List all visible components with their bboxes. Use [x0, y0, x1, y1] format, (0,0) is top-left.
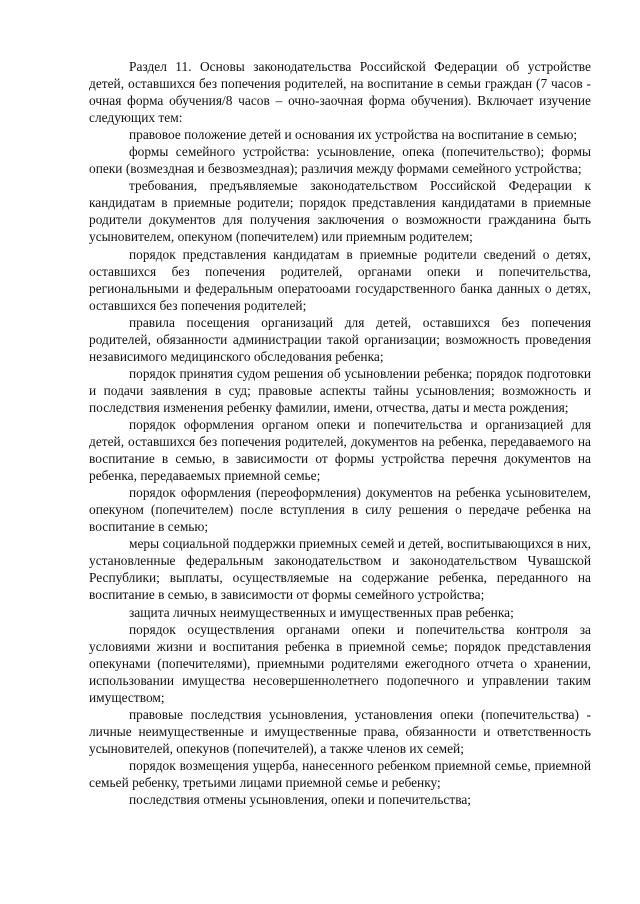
- topic-paragraph: формы семейного устройства: усыновление, опека (попечительство); формы опеки (возмездная и безвозмездная); различия между формами семейного устройства;: [89, 144, 591, 177]
- topic-paragraph: последствия отмены усыновления, опеки и попечительства;: [129, 792, 472, 808]
- topic-paragraph: порядок возмещения ущерба, нанесенного ребенком приемной семье, приемной семьей ребенку, третьими лицами приемной семье и ребенку;: [89, 757, 591, 790]
- topic-paragraph: порядок принятия судом решения об усыновлении ребенка; порядок подготовки и подачи заявления в суд; правовые аспекты тайны усыновления; возможность и последствия изменения ребенку фамилии, имени, отчества, даты и места рождения;: [89, 365, 591, 415]
- topic-paragraph: порядок осуществления органами опеки и попечительства контроля за условиями жизни и воспитания ребенка в приемной семье; порядок представления опекунами (попечителями), приемными родителями ежегодного отчета о хранении, использовании имущества несовершеннолетнего подопечного и управлении таким имуществом;: [89, 621, 591, 705]
- topic-paragraph: правовые последствия усыновления, установления опеки (попечительства) - личные неимущественные и имущественные права, обязанности и ответственность усыновителей, опекунов (попечителей), а также членов их семей;: [89, 706, 591, 756]
- topic-paragraph: правила посещения организаций для детей, оставшихся без попечения родителей, обязанности администрации такой организации; возможность проведения независимого медицинского обследования ребенка;: [89, 314, 591, 364]
- topic-paragraph: меры социальной поддержки приемных семей и детей, воспитывающихся в них, установленные федеральным законодательством и законодательством Чувашской Республики; выплаты, осуществляемые на содержание ребенка, переданного на воспитание в семью, в зависимости от формы семейного устройства;: [89, 536, 591, 603]
- topic-paragraph: порядок оформления (переоформления) документов на ребенка усыновителем, опекуном (попечителем) после вступления в силу решения о передаче ребенка на воспитание в семью;: [89, 485, 591, 535]
- topic-paragraph: порядок оформления органом опеки и попечительства и организацией для детей, оставшихся без попечения родителей, документов на ребенка, передаваемого на воспитание в семью, в зависимости от формы устройства перечня документов на ребенка, передаваемых приемной семье;: [89, 416, 591, 484]
- topic-paragraph: правовое положение детей и основания их устройства на воспитание в семью;: [129, 127, 578, 143]
- document-page: [89, 58, 591, 808]
- topic-paragraph: защита личных неимущественных и имущественных прав ребенка;: [129, 604, 514, 620]
- topic-paragraph: требования, предъявляемые законодательством Российской Федерации к кандидатам в приемные родители; порядок представления кандидатами в приемные родители документов для получения заключения о возможности гражданина быть усыновителем, опекуном (попечителем) или приемным родителем;: [89, 178, 591, 245]
- section-heading-paragraph: Раздел 11. Основы законодательства Российской Федерации об устройстве детей, оставшихся без попечения родителей, на воспитание в семьи граждан (7 часов - очная форма обучения/8 часов – очно-заочная форма обучения). Включает изучение следующих тем:: [89, 59, 591, 126]
- topic-paragraph: порядок представления кандидатам в приемные родители сведений о детях, оставшихся без попечения родителей, органами опеки и попечительства, региональными и федеральным оператооами государственного банка данных о детях, оставшихся без попечения родителей;: [89, 246, 591, 313]
